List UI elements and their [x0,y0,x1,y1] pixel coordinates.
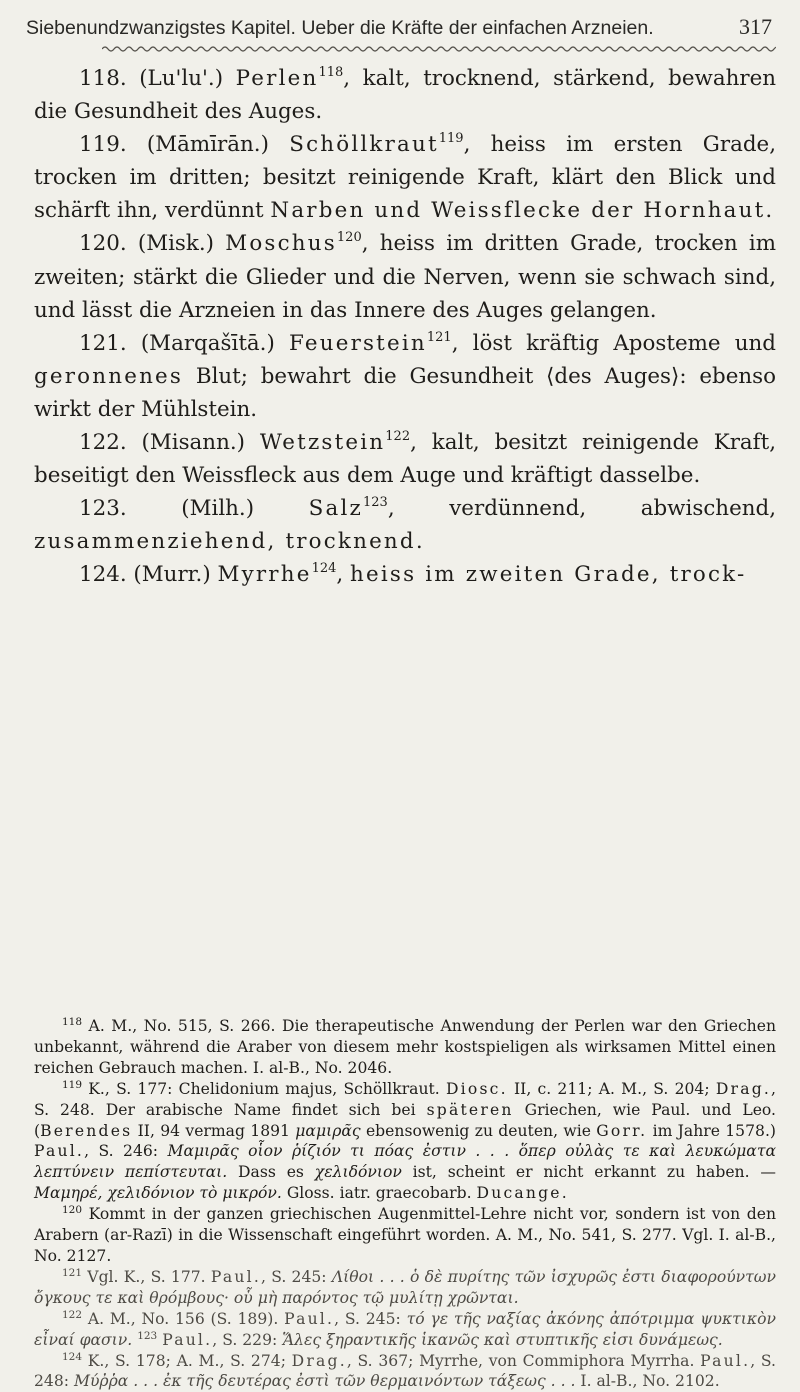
footnote-120: $^{120}$ Kommt in der ganzen griechischen Augenmittel-Lehre nicht vor, sondern ist von den Arabern (ar-Razī) in die Wissenschaft eingeführt worden. A. M., No. 541, S. 277. Vgl. I. al-B., No. 2127. [34,1204,776,1267]
entry-123: 123. (Milh.) Salz$^{123}$, verdünnend, abwischend, zusammenziehend, trocknend. [34,492,776,558]
entry-118: 118. (Lu'lu'.) Perlen$^{118}$, kalt, trocknend, stärkend, bewahren die Gesundheit des Auges. [34,62,776,128]
wavy-rule-ornament [102,44,776,54]
footnote-122-123: $^{122}$ A. M., No. 156 (S. 189). Paul., S. 245: τό γε τῆς ναξίας ἀκόνης ἀπότριμμα ψυκτικὸν εἶναί φασιν. $^{123}$ Paul., S. 229: Ἅλες ξηραντικῆς ἱκανῶς καὶ στυπτικῆς εἰσι δυνάμεως. [34,1309,776,1351]
main-text [34,62,776,592]
entry-124: 124. (Murr.) Myrrhe$^{124}$, heiss im zweiten Grade, trock- [34,558,776,591]
footnote-118: $^{118}$ A. M., No. 515, S. 266. Die therapeutische Anwendung der Perlen war den Griechen unbekannt, während die Araber von diesem mehr kostspieligen als wirksamen Mittel einen reichen Gebrauch machen. I. al-B., No. 2046. [34,1016,776,1079]
running-title: Siebenundzwanzigstes Kapitel. Ueber die Kräfte der einfachen Arzneien. [26,17,654,40]
term-myrrh: Myrrhe [218,562,312,587]
term-flint: Feuerstein [289,331,427,356]
term-whetstone: Wetzstein [260,430,385,455]
footnote-124: $^{124}$ K., S. 178; A. M., S. 274; Drag., S. 367; Myrrhe, von Commiphora Myrrha. Paul., S. 248: Μύῤῥα . . . ἐκ τῆς δευτέρας ἐστὶ τῶν θερμαινόντων τάξεως . . . I. al-B., No. 2102. [34,1351,776,1392]
term-pearls: Perlen [236,66,319,91]
entry-119: 119. (Māmīrān.) Schöllkraut$^{119}$, heiss im ersten Grade, trocken im dritten; besitzt reinigende Kraft, klärt den Blick und schärft ihn, verdünnt Narben und Weissflecke der Hornhaut. [34,128,776,227]
footnotes [34,1016,776,1392]
page-number: 317 [739,14,772,40]
footnote-119: $^{119}$ K., S. 177: Chelidonium majus, Schöllkraut. Diosc. II, c. 211; A. M., S. 204; Drag., S. 248. Der arabische Name findet sich bei späteren Griechen, wie Paul. und Leo. (Berendes II, 94 vermag 1891 μαμιρᾶς ebensowenig zu deuten, wie Gorr. im Jahre 1578.) Paul., S. 246: Μαμιρᾶς οἷον ῥίζιόν τι πόας ἐστιν . . . ὅπερ οὐλὰς τε καὶ λευκώματα λεπτύνειν πεπίστευται. Dass es χελιδόνιον ist, scheint er nicht erkannt zu haben. — Μαμηρέ, χελιδόνιον τὸ μικρόν. Gloss. iatr. graecobarb. Ducange. [34,1079,776,1204]
footnote-ref[interactable]: 123 [363,495,388,510]
term-salt: Salz [309,496,363,521]
footnote-121: $^{121}$ Vgl. K., S. 177. Paul., S. 245: Λίθοι . . . ὁ δὲ πυρίτης τῶν ἰσχυρῶς ἐστι διαφορούντων ὄγκους τε καὶ θρόμβους· οὗ μὴ παρόντος τῷ μυλίτῃ χρῶνται. [34,1267,776,1309]
footnote-ref[interactable]: 121 [427,330,452,345]
footnote-ref[interactable]: 120 [337,230,362,245]
running-header [26,14,772,44]
entry-121: 121. (Marqašītā.) Feuerstein$^{121}$, löst kräftig Aposteme und geronnenes Blut; bewahrt die Gesundheit ⟨des Auges⟩: ebenso wirkt der Mühlstein. [34,327,776,426]
footnote-ref[interactable]: 119 [439,131,464,146]
footnote-ref[interactable]: 124 [312,561,337,576]
entry-120: 120. (Misk.) Moschus$^{120}$, heiss im dritten Grade, trocken im zweiten; stärkt die Glieder und die Nerven, wenn sie schwach sind, und lässt die Arzneien in das Innere des Auges gelangen. [34,227,776,326]
term-celandine: Schöllkraut [289,132,438,157]
footnote-ref[interactable]: 122 [385,429,410,444]
entry-122: 122. (Misann.) Wetzstein$^{122}$, kalt, besitzt reinigende Kraft, beseitigt den Weissfleck aus dem Auge und kräftigt dasselbe. [34,426,776,492]
footnote-ref[interactable]: 118 [318,65,343,80]
term-musk: Moschus [225,231,337,256]
